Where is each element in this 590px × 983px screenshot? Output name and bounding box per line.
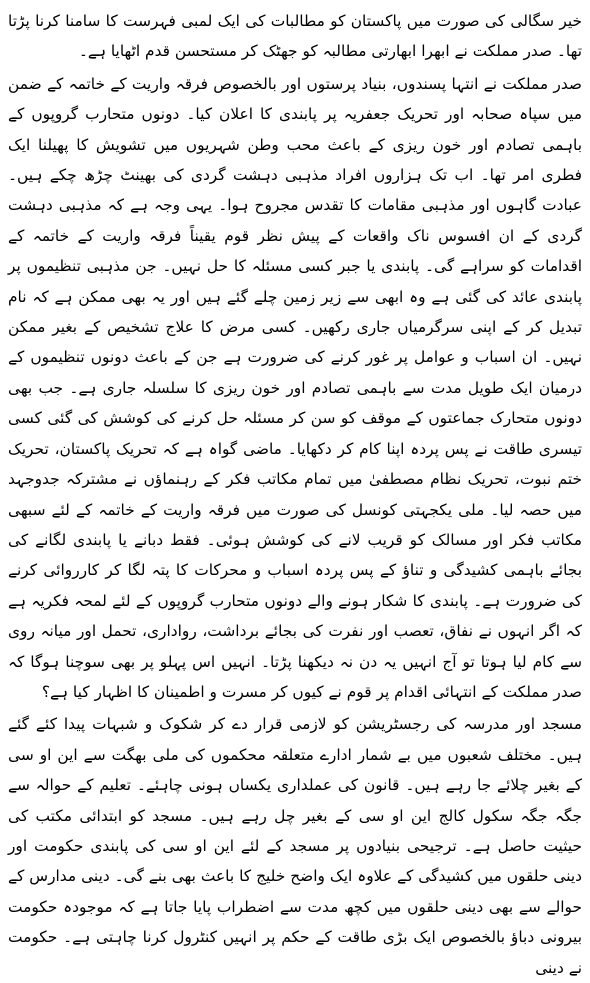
paragraph-mosque-registration: مسجد اور مدرسہ کی رجسٹریشن کو لازمی قرار دے کر شکوک و شبہات پیدا کئے گئے ہیں۔ مختلف شعبوں میں بے شمار ادارے متعلقہ محکموں کی ملی بھگت سے این او سی کے بغیر چلائے جا رہے ہیں۔ قانون کی عملداری یکساں ہونی چاہئے۔ تعلیم کے حوالہ سے جگہ جگہ سکول کالج این او سی کے بغیر چل رہے ہیں۔ مسجد کو ابتدائی مکتب کی حیثیت حاصل ہے۔ ترجیحی بنیادوں پر مسجد کے لئے این او سی کی پابندی حکومت اور دینی حلقوں میں کشیدگی کے علاوہ ایک واضح خلیج کا باعث بھی بنے گی۔ دینی مدارس کے حوالے سے بھی دینی حلقوں میں کچھ مدت سے اضطراب پایا جاتا ہے کہ موجودہ حکومت بیرونی دباؤ بالخصوص ایک بڑی طاقت کے حکم پر انہیں کنٹرول کرنا چاہتی ہے۔ حکومت نے دینی (8, 715, 582, 977)
paragraph-intro: خیر سگالی کی صورت میں پاکستان کو مطالبات کی ایک لمبی فہرست کا سامنا کرنا پڑتا تھا۔ صدر مملکت نے ابھرا ابھارتی مطالبہ کو جھٹک کر مستحسن قدم اٹھایا ہے۔ (8, 12, 582, 61)
paragraph-sectarian-ban: صدر مملکت نے انتہا پسندوں، بنیاد پرستوں اور بالخصوص فرقہ واریت کے خاتمہ کے ضمن میں سپاہ صحابہ اور تحریک جعفریہ پر پابندی کا اعلان کیا۔ دونوں متحارب گروپوں کے باہمی تصادم اور خون ریزی کے باعث محب وطن شہریوں میں تشویش کا پھیلنا ایک فطری امر تھا۔ اب تک ہزاروں افراد مذہبی دہشت گردی کی بھینٹ چڑھ چکے ہیں۔ عبادت گاہوں اور مذہبی مقامات کا تقدس مجروح ہوا۔ یہی وجہ ہے کہ مذہبی دہشت گردی کے ان افسوس ناک واقعات کے پیش نظر قوم یقیناً فرقہ واریت کے خاتمہ کے اقدامات کو سراہے گی۔ پابندی یا جبر کسی مسئلہ کا حل نہیں۔ جن مذہبی تنظیموں پر پابندی عائد کی گئی ہے وہ ابھی سے زیر زمین چلے گئے ہیں اور یہ بھی ممکن ہے کہ نام تبدیل کر کے اپنی سرگرمیاں جاری رکھیں۔ کسی مرض کا علاج تشخیص کے بغیر ممکن نہیں۔ ان اسباب و عوامل پر غور کرنے کی ضرورت ہے جن کے باعث دونوں تنظیموں کے درمیان ایک طویل مدت سے باہمی تصادم اور خون ریزی کا سلسلہ جاری ہے۔ جب بھی دونوں متحارک جماعتوں کے موقف کو سن کر مسئلہ حل کرنے کی کوشش کی گئی کسی تیسری طاقت نے پس پردہ اپنا کام کر دکھایا۔ ماضی گواہ ہے کہ تحریک پاکستان، تحریک ختم نبوت، تحریک نظام مصطفیٰ میں تمام مکاتب فکر کے رہنماؤں نے مشترکہ جدوجہد میں حصہ لیا۔ ملی یکجہتی کونسل کی صورت میں فرقہ واریت کے خاتمہ کے لئے سبھی مکاتب فکر اور مسالک کو قریب لانے کی کوشش ہوئی۔ فقط دبانے یا پابندی لگانے کی بجائے باہمی کشیدگی و تناؤ کے پس پردہ اسباب و محرکات کا پتہ لگا کر کارروائی کرنے کی ضرورت ہے۔ پابندی کا شکار ہونے والے دونوں متحارب گروپوں کے لئے لمحہ فکریہ ہے کہ اگر انہوں نے نفاق، تعصب اور نفرت کی بجائے برداشت، رواداری، تحمل اور میانہ روی سے کام لیا ہوتا تو آج انہیں یہ دن نہ دیکھنا پڑتا۔ انہیں اس پہلو پر بھی سوچنا ہوگا کہ صدر مملکت کے انتہائی اقدام پر قوم نے کیوں کر مسرت و اطمینان کا اظہار کیا ہے؟ (8, 74, 582, 701)
